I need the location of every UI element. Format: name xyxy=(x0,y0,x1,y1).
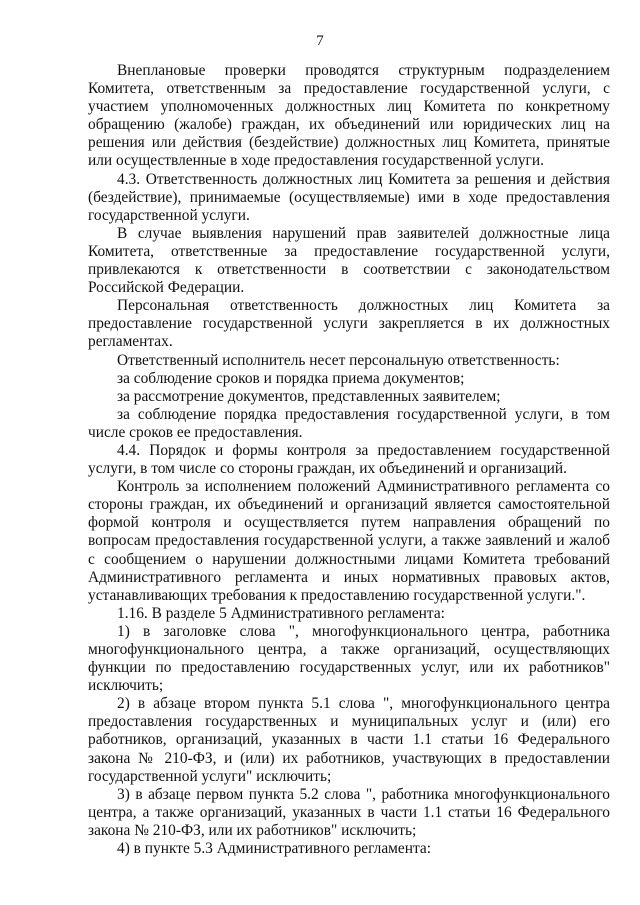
paragraph: за соблюдение сроков и порядка приема документов; xyxy=(117,369,465,387)
paragraph: Внеплановые проверки проводятся структурным подразделением Комитета, ответственным за предоставление государственной услуги, с участием уполномоченных должностных лиц Комитета по конкретному обращению (жалобе) граждан, их объединений или юридических лиц на решения или действия (бездействие) должностных лиц Комитета, принятые или осуществленные в ходе предоставления государственной услуги. xyxy=(88,62,610,170)
paragraph: за соблюдение порядка предоставления государственной услуги, в том числе сроков ее предоставления. xyxy=(88,405,610,441)
paragraph: 2) в абзаце втором пункта 5.1 слова ", многофункционального центра предоставления государственных и муниципальных услуг и (или) его работников, организаций, указанных в части 1.1 статьи 16 Федерального закона № 210-ФЗ, и (или) их работников, участвующих в предоставлении государственной услуги" исключить; xyxy=(88,695,610,785)
paragraph: 4.3. Ответственность должностных лиц Комитета за решения и действия (бездействие), принимаемые (осуществляемые) ими в ходе предоставления государственной услуги. xyxy=(88,170,610,224)
paragraph: за рассмотрение документов, представленных заявителем; xyxy=(117,387,501,405)
paragraph: Контроль за исполнением положений Административного регламента со стороны граждан, их объединений и организаций является самостоятельной формой контроля и осуществляется путем направления обращений по вопросам предоставления государственной услуги, а также заявлений и жалоб с сообщением о нарушении должностными лицами Комитета требований Административного регламента и иных нормативных правовых актов, устанавливающих требования к предоставлению государственной услуги.". xyxy=(88,478,610,604)
paragraph: Ответственный исполнитель несет персональную ответственность: xyxy=(117,351,560,369)
paragraph: 4.4. Порядок и формы контроля за предоставлением государственной услуги, в том числе со стороны граждан, их объединений и организаций. xyxy=(88,441,610,478)
paragraph: 3) в абзаце первом пункта 5.2 слова ", работника многофункционального центра, а также организаций, указанных в части 1.1 статьи 16 Федерального закона № 210-ФЗ, или их работников" исключить; xyxy=(88,785,610,839)
paragraph: 4) в пункте 5.3 Административного регламента: xyxy=(117,840,432,858)
paragraph: В случае выявления нарушений прав заявителей должностные лица Комитета, ответственные за предоставление государственной услуги, привлекаются к ответственности в соответствии с законодательством Российской Федерации. xyxy=(88,224,610,297)
paragraph: 1.16. В разделе 5 Административного регламента: xyxy=(117,604,445,622)
paragraph: Персональная ответственность должностных лиц Комитета за предоставление государственной услуги закрепляется в их должностных регламентах. xyxy=(88,297,610,351)
page-number: 7 xyxy=(316,33,324,49)
paragraph: 1) в заголовке слова ", многофункционального центра, работника многофункционального центра, а также организаций, осуществляющих функции по предоставлению государственных услуг, или их работников" исключить; xyxy=(88,622,610,695)
document-body xyxy=(88,62,610,858)
